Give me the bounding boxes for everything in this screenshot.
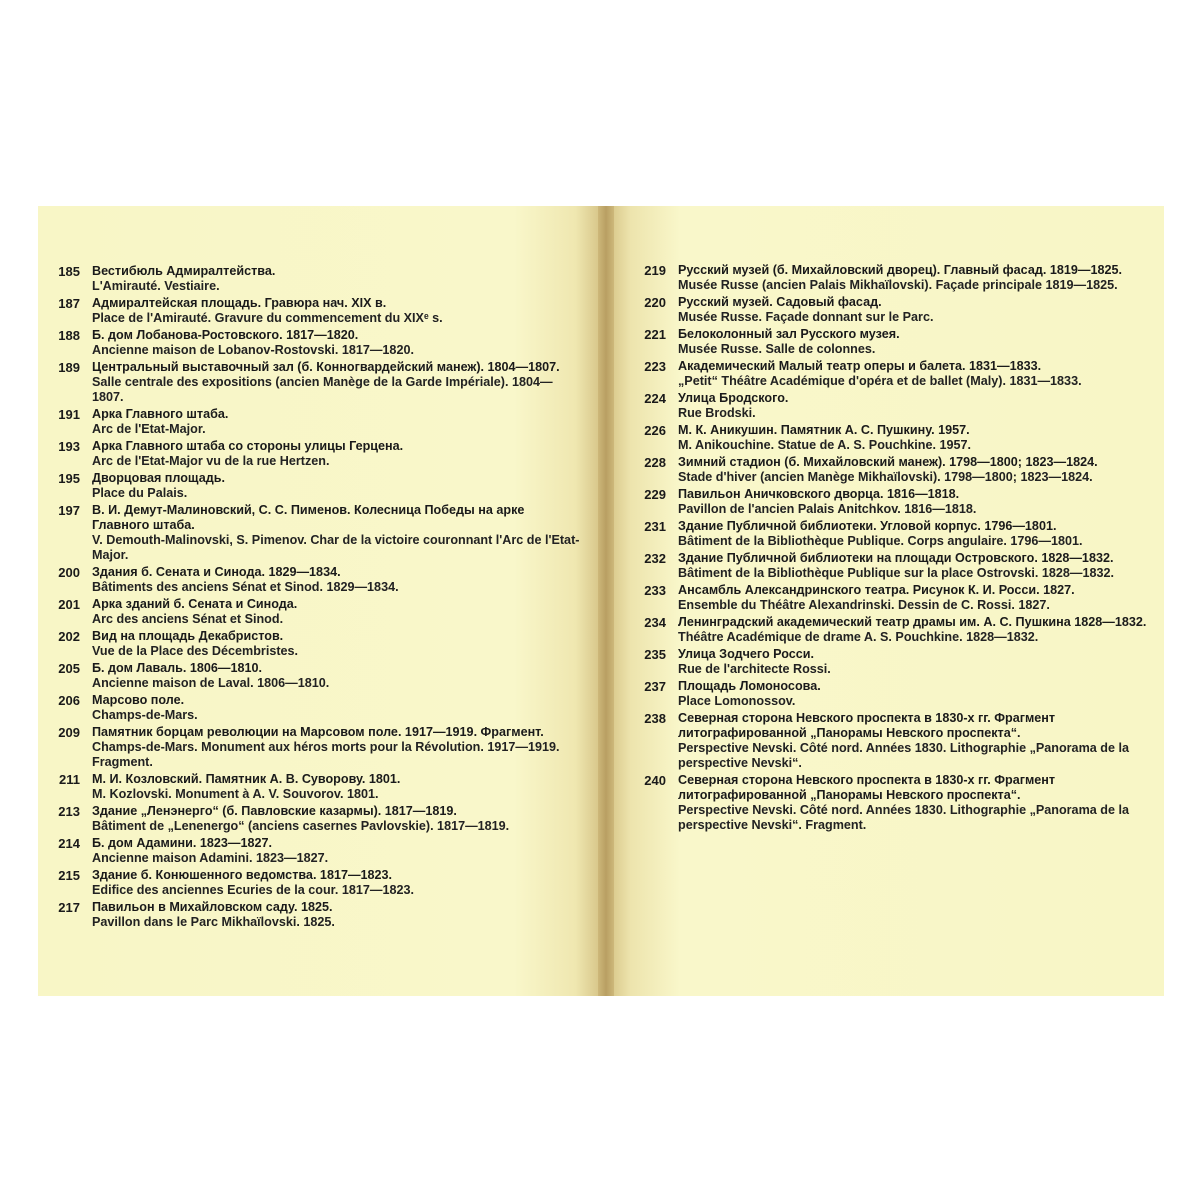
caption-body [678, 711, 1152, 771]
caption-french: Salle centrale des expositions (ancien Manège de la Garde Impériale). 1804—1807. [92, 375, 553, 404]
plate-number: 232 [644, 551, 666, 566]
plate-number: 238 [644, 711, 666, 726]
caption-russian: Центральный выставочный зал (б. Конногвардейский манеж). 1804—1807. [92, 360, 560, 374]
caption-body [678, 327, 1152, 357]
caption-entry [44, 772, 584, 802]
plate-number: 205 [58, 661, 80, 676]
plate-number: 219 [644, 263, 666, 278]
caption-body [92, 661, 584, 691]
caption-russian: Русский музей (б. Михайловский дворец). Главный фасад. 1819—1825. [678, 263, 1122, 277]
caption-entry [44, 661, 584, 691]
caption-entry [44, 360, 584, 405]
caption-entry [44, 407, 584, 437]
caption-russian: Русский музей. Садовый фасад. [678, 295, 882, 309]
caption-body [92, 471, 584, 501]
caption-russian: Улица Зодчего Росси. [678, 647, 815, 661]
plate-number: 228 [644, 455, 666, 470]
caption-body [678, 359, 1152, 389]
caption-russian: Вид на площадь Декабристов. [92, 629, 284, 643]
caption-entry [630, 487, 1152, 517]
caption-french: Bâtiments des anciens Sénat et Sinod. 1829—1834. [92, 580, 399, 594]
caption-french: Musée Russe (ancien Palais Mikhaïlovski). Façade principale 1819—1825. [678, 278, 1118, 292]
caption-russian: Здания б. Сената и Синода. 1829—1834. [92, 565, 341, 579]
caption-russian: В. И. Демут-Малиновский, С. С. Пименов. Колесница Победы на арке Главного штаба. [92, 503, 525, 532]
caption-russian: Ансамбль Александринского театра. Рисунок К. И. Росси. 1827. [678, 583, 1075, 597]
caption-french: Pavillon de l'ancien Palais Anitchkov. 1816—1818. [678, 502, 977, 516]
plate-number: 240 [644, 773, 666, 788]
plate-number: 229 [644, 487, 666, 502]
caption-russian: Арка зданий б. Сената и Синода. [92, 597, 298, 611]
caption-body [678, 647, 1152, 677]
caption-russian: М. И. Козловский. Памятник А. В. Суворову. 1801. [92, 772, 401, 786]
plate-number: 202 [58, 629, 80, 644]
caption-entry [44, 328, 584, 358]
caption-body [678, 615, 1152, 645]
caption-french: Stade d'hiver (ancien Manège Mikhaïlovski). 1798—1800; 1823—1824. [678, 470, 1093, 484]
plate-number: 185 [58, 264, 80, 279]
caption-entry [630, 615, 1152, 645]
caption-russian: Павильон Аничковского дворца. 1816—1818. [678, 487, 960, 501]
caption-entry [630, 359, 1152, 389]
caption-french: Pavillon dans le Parc Mikhaïlovski. 1825. [92, 915, 335, 929]
caption-french: M. Anikouchine. Statue de A. S. Pouchkine. 1957. [678, 438, 971, 452]
plate-number: 231 [644, 519, 666, 534]
caption-body [92, 328, 584, 358]
caption-entry [44, 471, 584, 501]
caption-french: Arc des anciens Sénat et Sinod. [92, 612, 284, 626]
caption-entry [630, 455, 1152, 485]
caption-body [678, 487, 1152, 517]
caption-french: Rue de l'architecte Rossi. [678, 662, 831, 676]
plate-number: 215 [58, 868, 80, 883]
caption-body [92, 565, 584, 595]
caption-body [678, 391, 1152, 421]
caption-russian: Арка Главного штаба со стороны улицы Герцена. [92, 439, 404, 453]
caption-french: Ancienne maison de Laval. 1806—1810. [92, 676, 330, 690]
caption-french: Arc de l'Etat-Major. [92, 422, 206, 436]
caption-french: Vue de la Place des Décembristes. [92, 644, 299, 658]
caption-french: Place de l'Amirauté. Gravure du commencement du XIXᵉ s. [92, 311, 443, 325]
caption-body [678, 583, 1152, 613]
caption-russian: Вестибюль Адмиралтейства. [92, 264, 276, 278]
caption-entry [630, 773, 1152, 833]
caption-russian: Б. дом Лаваль. 1806—1810. [92, 661, 262, 675]
book-gutter [598, 206, 614, 996]
caption-body [92, 804, 584, 834]
caption-french: Champs-de-Mars. [92, 708, 198, 722]
caption-body [92, 900, 584, 930]
caption-body [92, 836, 584, 866]
caption-entry [44, 868, 584, 898]
caption-entry [44, 296, 584, 326]
caption-body [92, 264, 584, 294]
caption-french: Champs-de-Mars. Monument aux héros morts pour la Révolution. 1917—1919. Fragment. [92, 740, 560, 769]
caption-french: Musée Russe. Salle de colonnes. [678, 342, 876, 356]
plate-number: 206 [58, 693, 80, 708]
caption-french: Ensemble du Théâtre Alexandrinski. Dessin de C. Rossi. 1827. [678, 598, 1050, 612]
plate-number: 233 [644, 583, 666, 598]
caption-russian: Ленинградский академический театр драмы им. А. С. Пушкина 1828—1832. [678, 615, 1147, 629]
caption-entry [630, 519, 1152, 549]
plate-number: 220 [644, 295, 666, 310]
caption-russian: Северная сторона Невского проспекта в 1830-х гг. Фрагмент литографированной „Панорамы Невского проспекта“. [678, 773, 1056, 802]
caption-entry [44, 565, 584, 595]
caption-russian: Зимний стадион (б. Михайловский манеж). 1798—1800; 1823—1824. [678, 455, 1098, 469]
caption-french: Arc de l'Etat-Major vu de la rue Hertzen. [92, 454, 330, 468]
caption-body [678, 295, 1152, 325]
caption-french: Perspective Nevski. Côté nord. Années 1830. Lithographie „Panorama de la perspective Nevski“. Fragment. [678, 803, 1129, 832]
plate-number: 221 [644, 327, 666, 342]
caption-russian: Арка Главного штаба. [92, 407, 229, 421]
caption-entry [44, 439, 584, 469]
caption-body [92, 439, 584, 469]
caption-russian: Улица Бродского. [678, 391, 789, 405]
caption-entry [44, 597, 584, 627]
caption-body [92, 868, 584, 898]
caption-body [678, 679, 1152, 709]
caption-entry [630, 551, 1152, 581]
caption-body [678, 773, 1152, 833]
caption-russian: Здание б. Конюшенного ведомства. 1817—1823. [92, 868, 393, 882]
caption-russian: Здание Публичной библиотеки на площади Островского. 1828—1832. [678, 551, 1114, 565]
caption-french: Ancienne maison de Lobanov-Rostovski. 1817—1820. [92, 343, 414, 357]
caption-entry [44, 629, 584, 659]
caption-entry [630, 327, 1152, 357]
plate-number: 237 [644, 679, 666, 694]
plate-number: 211 [59, 772, 80, 787]
caption-french: Musée Russe. Façade donnant sur le Parc. [678, 310, 934, 324]
caption-french: „Petit“ Théâtre Académique d'opéra et de ballet (Maly). 1831—1833. [678, 374, 1082, 388]
right-page [614, 206, 1164, 996]
caption-russian: Площадь Ломоносова. [678, 679, 821, 693]
book-spread [38, 206, 1164, 996]
plate-number: 193 [58, 439, 80, 454]
caption-russian: Б. дом Адамини. 1823—1827. [92, 836, 273, 850]
plate-number: 189 [58, 360, 80, 375]
caption-body [92, 693, 584, 723]
caption-entry [630, 679, 1152, 709]
plate-number: 214 [58, 836, 80, 851]
plate-number: 188 [58, 328, 80, 343]
caption-body [92, 360, 584, 405]
caption-french: Bâtiment de la Bibliothèque Publique sur la place Ostrovski. 1828—1832. [678, 566, 1115, 580]
caption-french: Ancienne maison Adamini. 1823—1827. [92, 851, 329, 865]
caption-french: Place du Palais. [92, 486, 188, 500]
caption-body [678, 519, 1152, 549]
caption-french: Rue Brodski. [678, 406, 756, 420]
caption-body [678, 263, 1152, 293]
plate-number: 224 [644, 391, 666, 406]
caption-body [678, 455, 1152, 485]
plate-number: 209 [58, 725, 80, 740]
caption-entry [630, 647, 1152, 677]
plate-number: 191 [58, 407, 80, 422]
caption-body [92, 407, 584, 437]
plate-number: 201 [58, 597, 80, 612]
caption-french: Bâtiment de „Lenenergo“ (anciens casernes Pavlovskie). 1817—1819. [92, 819, 510, 833]
plate-number: 234 [644, 615, 666, 630]
plate-number: 213 [58, 804, 80, 819]
caption-russian: Памятник борцам революции на Марсовом поле. 1917—1919. Фрагмент. [92, 725, 544, 739]
caption-french: Edifice des anciennes Ecuries de la cour. 1817—1823. [92, 883, 415, 897]
caption-russian: Здание Публичной библиотеки. Угловой корпус. 1796—1801. [678, 519, 1057, 533]
caption-body [92, 629, 584, 659]
caption-entry [630, 391, 1152, 421]
caption-entry [630, 711, 1152, 771]
caption-entry [44, 693, 584, 723]
plate-number: 197 [58, 503, 80, 518]
caption-french: M. Kozlovski. Monument à A. V. Souvorov. 1801. [92, 787, 379, 801]
caption-entry [630, 423, 1152, 453]
caption-body [92, 725, 584, 770]
caption-entry [630, 263, 1152, 293]
caption-entry [630, 295, 1152, 325]
plate-number: 200 [58, 565, 80, 580]
caption-russian: М. К. Аникушин. Памятник А. С. Пушкину. 1957. [678, 423, 970, 437]
caption-entry [44, 804, 584, 834]
caption-russian: Павильон в Михайловском саду. 1825. [92, 900, 333, 914]
caption-russian: Адмиралтейская площадь. Гравюра нач. XIX в. [92, 296, 387, 310]
caption-french: L'Amirauté. Vestiaire. [92, 279, 220, 293]
caption-body [678, 423, 1152, 453]
caption-entry [44, 264, 584, 294]
caption-russian: Академический Малый театр оперы и балета. 1831—1833. [678, 359, 1042, 373]
left-page [38, 206, 598, 996]
plate-number: 223 [644, 359, 666, 374]
caption-french: V. Demouth-Malinovski, S. Pimenov. Char de la victoire couronnant l'Arc de l'Etat-Major. [92, 533, 580, 562]
caption-french: Perspective Nevski. Côté nord. Années 1830. Lithographie „Panorama de la perspective Nevski“. [678, 741, 1129, 770]
caption-russian: Марсово поле. [92, 693, 185, 707]
caption-russian: Белоколонный зал Русского музея. [678, 327, 900, 341]
caption-body [92, 772, 584, 802]
plate-number: 235 [644, 647, 666, 662]
caption-french: Bâtiment de la Bibliothèque Publique. Corps angulaire. 1796—1801. [678, 534, 1083, 548]
plate-number: 226 [644, 423, 666, 438]
caption-russian: Северная сторона Невского проспекта в 1830-х гг. Фрагмент литографированной „Панорамы Невского проспекта“. [678, 711, 1056, 740]
caption-entry [44, 503, 584, 563]
caption-entry [630, 583, 1152, 613]
caption-body [92, 296, 584, 326]
caption-entry [44, 725, 584, 770]
plate-number: 195 [58, 471, 80, 486]
caption-russian: Б. дом Лобанова-Ростовского. 1817—1820. [92, 328, 359, 342]
caption-russian: Здание „Ленэнерго“ (б. Павловские казармы). 1817—1819. [92, 804, 457, 818]
caption-russian: Дворцовая площадь. [92, 471, 225, 485]
plate-number: 187 [58, 296, 80, 311]
caption-body [92, 597, 584, 627]
caption-body [92, 503, 584, 563]
plate-number: 217 [58, 900, 80, 915]
caption-french: Place Lomonossov. [678, 694, 796, 708]
caption-french: Théâtre Académique de drame A. S. Pouchkine. 1828—1832. [678, 630, 1039, 644]
caption-entry [44, 900, 584, 930]
caption-entry [44, 836, 584, 866]
caption-body [678, 551, 1152, 581]
